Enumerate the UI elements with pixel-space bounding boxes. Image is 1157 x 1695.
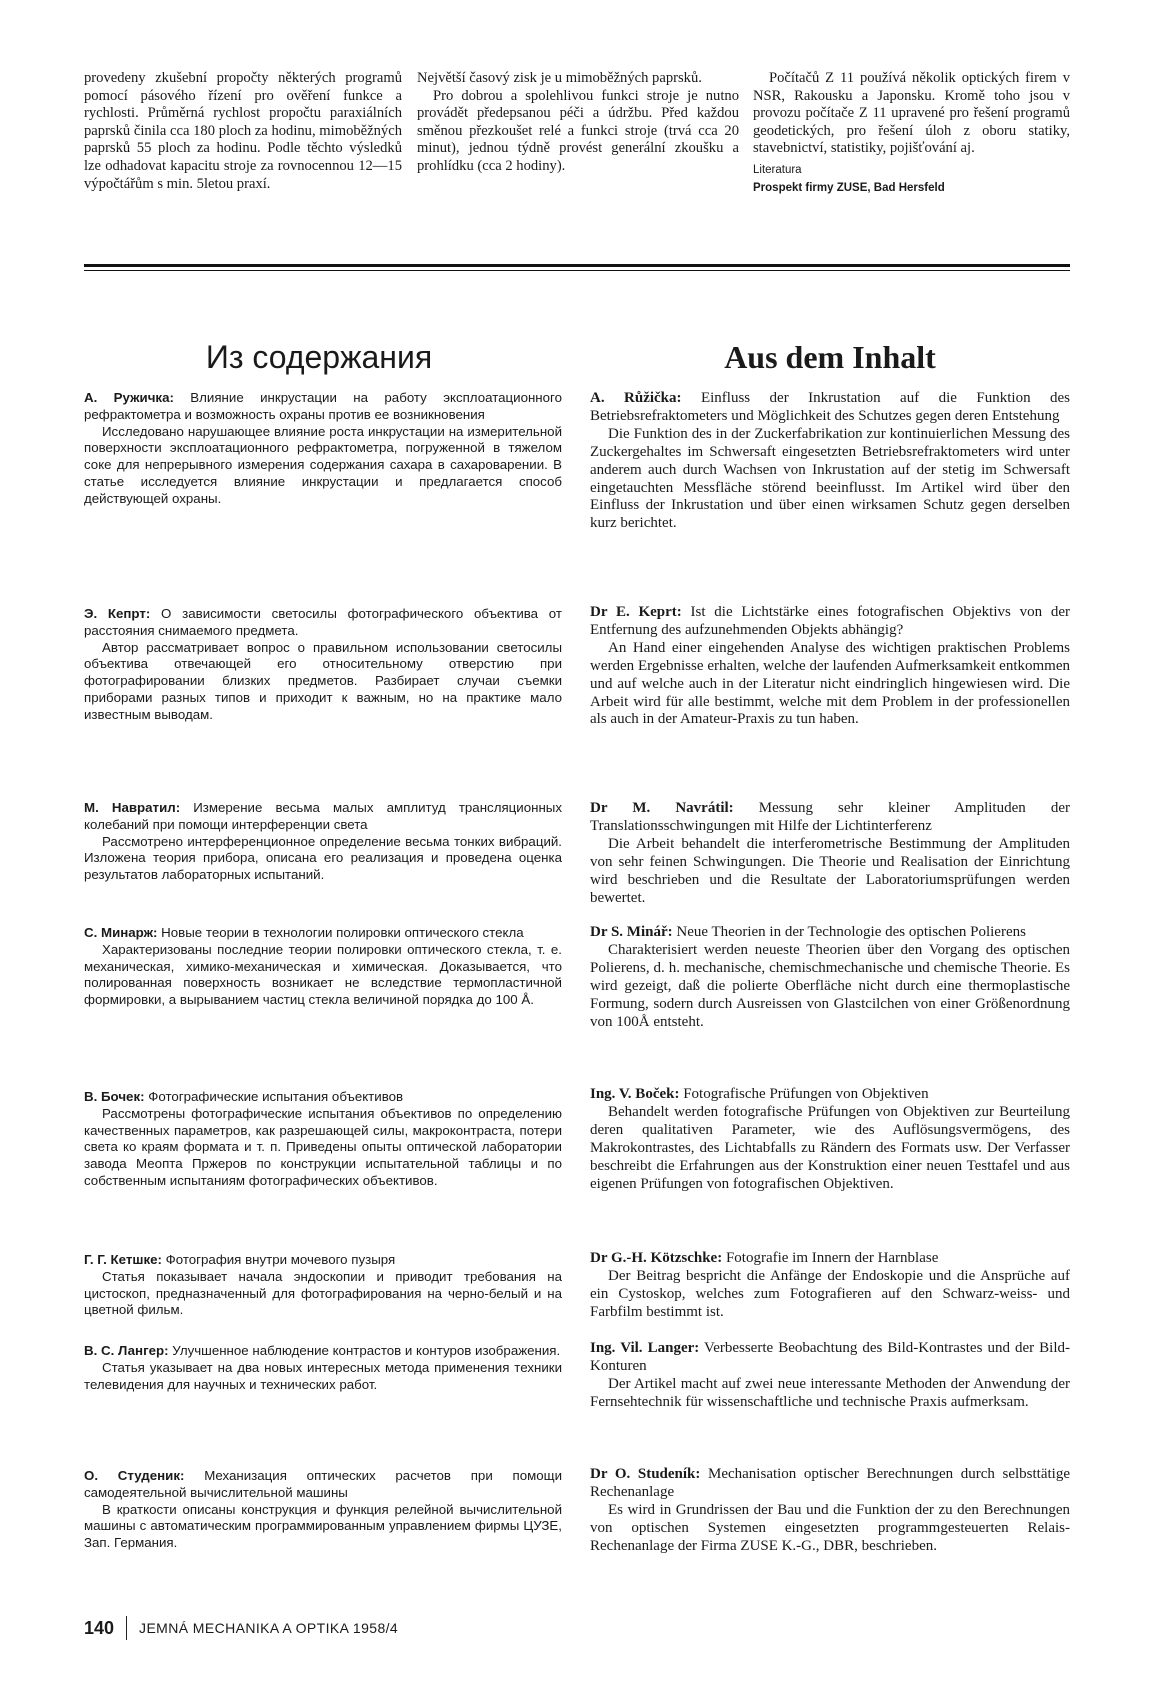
entry-author: Э. Кепрт: — [84, 606, 151, 621]
ru-entry-studenik — [84, 1468, 562, 1552]
footer-separator — [126, 1616, 127, 1640]
ru-entry-keprt — [84, 606, 562, 724]
de-entry-studenik — [590, 1466, 1070, 1556]
entry-title: Новые теории в технологии полировки оптического стекла — [157, 925, 524, 940]
de-entry-ruzicka — [590, 390, 1070, 533]
ru-entry-kotzschke — [84, 1252, 562, 1319]
entry-author: С. Минарж: — [84, 925, 158, 940]
top-col2-para-2: Pro dobrou a spolehlivou funkci stroje je nutno provádět předepsanou péči a údržbu. Před každou směnou přezkoušet relé a funkci stroje (trvá cca 20 minut), jednou týdně provést generální zkoušku a prohlídku (cca 2 hodiny). — [417, 87, 739, 174]
literature-label: Literatura — [753, 163, 802, 176]
top-column-1 — [84, 70, 402, 193]
entry-title: Фотографические испытания объективов — [144, 1089, 404, 1104]
entry-abstract: An Hand einer eingehenden Analyse des wichtigen praktischen Problems werden Ergebnisse erhalten, welche der laufenden Aufmerksamkeit entkommen und auf welche auch in der Literatur nicht eindringlich hingewiesen wird. Die Arbeit wird für alle bestimmt, welche mit dem Problem in der professionellen als auch in der Amateur-Praxis zu tun haben. — [590, 639, 1070, 728]
entry-title: Измерение весьма малых амплитуд трансляционных колебаний при помощи интерференции света — [84, 800, 562, 832]
entry-abstract: Der Artikel macht auf zwei neue interessante Methoden der Anwendung der Fernsehtechnik für wissenschaftliche und technische Praxis aufmerksam. — [590, 1375, 1070, 1410]
entry-author: А. Ружичка: — [84, 390, 174, 405]
entry-abstract: Der Beitrag bespricht die Anfänge der Endoskopie und die Ansprüche auf ein Cystoskop, welches zum Fotografieren auf den Schwarz-weiss- und Farbfilm bestimmt ist. — [590, 1267, 1070, 1320]
entry-author: В. Бочек: — [84, 1089, 145, 1104]
entry-author: Ing. V. Boček: — [590, 1086, 680, 1102]
entry-title: Влияние инкрустации на работу эксплоатационного рефрактометра и возможность охраны против ее возникновения — [84, 390, 563, 422]
top-col2-para-1: Největší časový zisk je u mimoběžných paprsků. — [417, 70, 702, 86]
section-divider-thick — [84, 264, 1070, 267]
entry-author: Dr M. Navrátil: — [590, 800, 734, 816]
de-entry-kotzschke — [590, 1250, 1070, 1322]
top-col1-para: provedeny zkušební propočty některých programů pomocí pásového řízení pro ověření funkce a rychlosti. Průměrná rychlost propočtu paraxiálních paprsků činila cca 180 ploch za hodinu, mimoběžných paprsků 55 ploch za hodinu. Podle těchto výsledků lze odhadovat kapacitu stroje za rovnocennou 12—15 výpočtářům s min. 5letou praxí. — [84, 70, 402, 192]
top-column-2 — [417, 70, 739, 176]
ru-entry-bocek — [84, 1089, 562, 1190]
entry-abstract: Статья указывает на два новых интересных метода применения техники телевидения для научных и технических работ. — [84, 1359, 562, 1392]
entry-author: Dr O. Studeník: — [590, 1466, 701, 1482]
entry-title: Mechanisation optischer Berechnungen durch selbsttätige Rechenanlage — [590, 1466, 1070, 1500]
entry-title: Verbesserte Beobachtung des Bild-Kontrastes und der Bild-Konturen — [590, 1340, 1070, 1374]
entry-title: Механизация оптических расчетов при помощи самодеятельной вычислительной машины — [84, 1468, 562, 1500]
ru-entry-navratil — [84, 800, 562, 884]
entry-abstract: Рассмотрено интерференционное определение весьма тонких вибраций. Изложена теория прибора, описана его реализация и проведена оценка результатов лабораторных испытаний. — [84, 833, 562, 883]
entry-author: О. Студеник: — [84, 1468, 185, 1483]
entry-abstract: Die Arbeit behandelt die interferometrische Bestimmung der Amplituden von sehr feinen Schwingungen. Die Theorie und Realisation der Einrichtung wird beschrieben und die Resultate der Laboratoriumsprüfungen werden bewertet. — [590, 835, 1070, 906]
entry-title: Neue Theorien in der Technologie des optischen Polierens — [672, 924, 1026, 940]
top-column-3 — [753, 70, 1070, 197]
de-entry-keprt — [590, 604, 1070, 729]
entry-author: Dr G.-H. Kötzschke: — [590, 1250, 723, 1266]
entry-abstract: Charakterisiert werden neueste Theorien über den Vorgang des optischen Polierens, d. h. mechanische, chemischmechanische und chemische Theorie. Es wird gezeigt, daß die polierte Oberfläche nicht durch eine thermoplastische Formung, sodern durch Ausreissen von Glastcilchen von einer Größenordnung von 100Å entsteht. — [590, 941, 1070, 1030]
entry-author: Ing. Vil. Langer: — [590, 1340, 700, 1356]
entry-abstract: Исследовано нарушающее влияние роста инкрустации на измерительной поверхности эксплоатационного рефрактометра, погруженной в тяжелом соке для непрерывного измерения содержания сахара в сахароварении. В статье исследуется влияние инкрустации и предлагается способ действующей охраны. — [84, 423, 562, 506]
entry-abstract: В краткости описаны конструкция и функция релейной вычислительной машины с автоматическим программированным управлением фирмы ЦУЗЕ, Зап. Германия. — [84, 1501, 562, 1551]
entry-abstract: Статья показывает начала эндоскопии и приводит требования на цистоскоп, предназначенный для фотографирования на черно-белый и на цветной фильм. — [84, 1268, 562, 1318]
entry-abstract: Автор рассматривает вопрос о правильном использовании светосилы объектива отвечающей его относительному отверстию при фотографировании близких предметов. Разбирает случаи съемки приборами разных типов и приходит к важным, но на практике мало известным выводам. — [84, 639, 562, 722]
heading-german: Aus dem Inhalt — [724, 339, 936, 376]
de-entry-langer — [590, 1340, 1070, 1412]
entry-title: Einfluss der Inkrustation auf die Funktion des Betriebsrefraktometers und Möglichkeit des Schutzes gegen deren Entstehung — [590, 390, 1070, 424]
entry-title: Fotografische Prüfungen von Objektiven — [679, 1086, 929, 1102]
entry-title: Фотография внутри мочевого пузыря — [161, 1252, 396, 1267]
entry-abstract: Es wird in Grundrissen der Bau und die Funktion der zu den Berechnungen von optischen Systemen eingesetzten programmgesteuerten Relais-Rechenanlage der Firma ZUSE K.-G., DBR, beschrieben. — [590, 1501, 1070, 1554]
de-entry-navratil — [590, 800, 1070, 907]
entry-author: Г. Г. Кетшке: — [84, 1252, 162, 1267]
entry-abstract: Behandelt werden fotografische Prüfungen von Objektiven zur Beurteilung deren qualitativen Parameter, wie des Auflösungsvermögens, des Makrokontrastes, des Lichtabfalls zu Rändern des Formats usw. Der Verfasser beschreibt die Erfahrungen aus der Konstruktion einer neuen Testtafel und aus eigenen Prüfungen von fotografischen Objektiven. — [590, 1103, 1070, 1192]
page-number: 140 — [84, 1617, 115, 1638]
ru-entry-langer — [84, 1343, 562, 1393]
ru-entry-minar — [84, 925, 562, 1009]
de-entry-minar — [590, 924, 1070, 1031]
ru-entry-ruzicka — [84, 390, 562, 508]
entry-author: Dr E. Keprt: — [590, 604, 682, 620]
entry-abstract: Die Funktion des in der Zuckerfabrikation zur kontinuierlichen Messung des Zuckergehaltes im Schwersaft eingesetzten Betriebsrefraktometers wird unter anderem auch durch Wachsen von Inkrustation auf der stetig im Schwersaft eingetauchten Messfläche störend beeinflusst. Im Artikel wird über den Einfluss der Inkrustation und über einen wirksamen Schutz gegen derselben kurz berichtet. — [590, 425, 1070, 532]
entry-abstract: Характеризованы последние теории полировки оптического стекла, т. е. механическая, химико-механическая и химическая. Доказывается, что полированная поверхность возникает не вследствие термопластичной формировки, а вырыванием частиц стекла величиной порядка до 100 Å. — [84, 941, 562, 1008]
entry-title: Ist die Lichtstärke eines fotografischen Objektivs von der Entfernung des aufzunehmenden Objekts abhängig? — [590, 604, 1071, 638]
section-divider-thin — [84, 270, 1070, 271]
entry-title: Messung sehr kleiner Amplituden der Translationsschwingungen mit Hilfe der Lichtinterferenz — [590, 800, 1070, 834]
entry-author: М. Навратил: — [84, 800, 181, 815]
top-col3-para: Počítačů Z 11 používá několik optických firem v NSR, Rakousku a Japonsku. Kromě toho jsou v provozu počítače Z 11 upravené pro řešení programů geodetických, pro řešení úloh z oboru statiky, stavebnictví, statistiky, pojišťování aj. — [753, 70, 1070, 157]
entry-title: Fotografie im Innern der Harnblase — [722, 1250, 939, 1266]
entry-abstract: Рассмотрены фотографические испытания объективов по определению качественных параметров, как разрешающей силы, макроконтраста, потери света ко краям формата и т. п. Приведены опыты оптической лаборатории завода Меопта Пржеров по конструкции испытательной таблицы и по собственным испытаниям фотографических объективов. — [84, 1105, 562, 1188]
entry-title: О зависимости светосилы фотографического объектива от расстояния снимаемого предмета. — [84, 606, 563, 638]
entry-title: Улучшенное наблюдение контрастов и контуров изображения. — [168, 1343, 561, 1358]
heading-russian: Из содержания — [205, 339, 433, 376]
literature-reference: Prospekt firmy ZUSE, Bad Hersfeld — [753, 181, 945, 194]
entry-author: A. Růžička: — [590, 390, 682, 406]
page-footer — [84, 1616, 398, 1640]
entry-author: Dr S. Minář: — [590, 924, 673, 940]
journal-name: JEMNÁ MECHANIKA A OPTIKA 1958/4 — [139, 1620, 399, 1636]
entry-author: В. С. Лангер: — [84, 1343, 169, 1358]
de-entry-bocek — [590, 1086, 1070, 1193]
